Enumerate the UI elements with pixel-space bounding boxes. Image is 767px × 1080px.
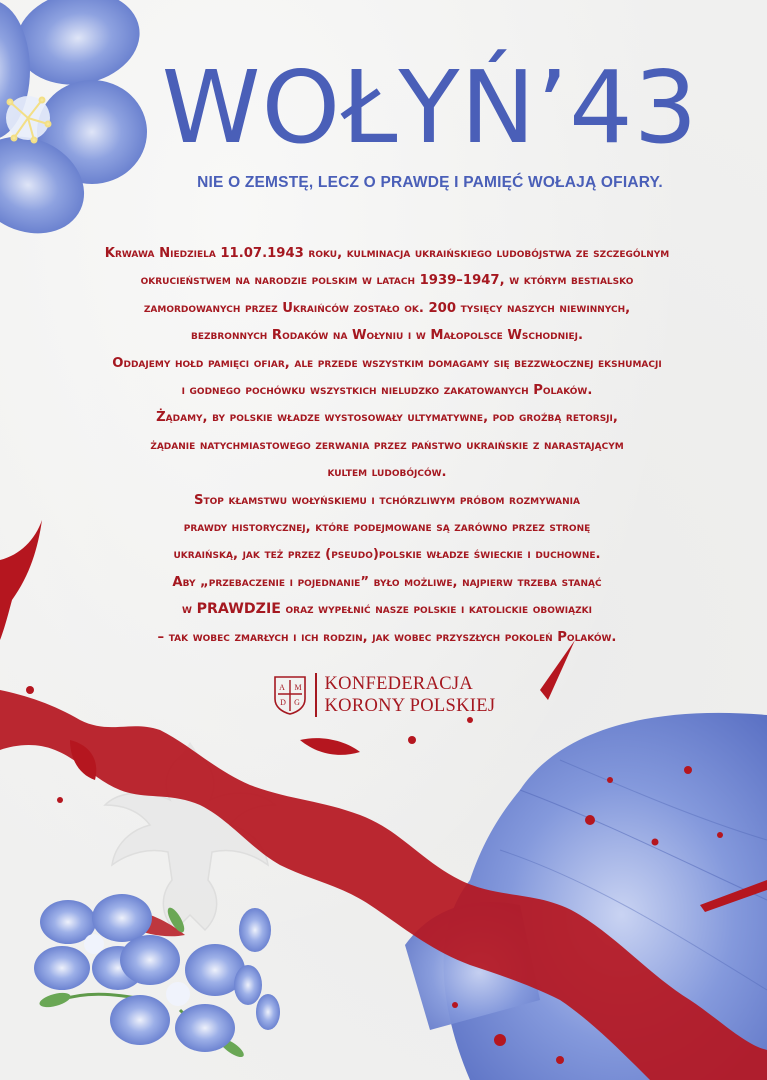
manifesto-line: zamordowanych przez Ukraińców zostało ok. 200 tysięcy naszych niewinnych, bbox=[143, 300, 631, 316]
emblem-letter: G bbox=[294, 698, 300, 707]
manifesto-line: Oddajemy hołd pamięci ofiar, ale przede wszystkim domagamy się bezzwłocznej ekshumacji bbox=[112, 355, 662, 371]
truth-suffix: oraz wypełnić nasze polskie i katolickie obowiązki bbox=[280, 602, 592, 618]
manifesto-line: Stop kłamstwu wołyńskiemu i tchórzliwym próbom rozmywania bbox=[194, 492, 580, 508]
manifesto-line: Krwawa Niedziela 11.07.1943 roku, kulminacja ukraińskiego ludobójstwa ze szczególnym bbox=[104, 246, 670, 261]
manifesto-line: ukraińską, jak też przez (pseudo)polskie władze świeckie i duchowne. bbox=[173, 547, 601, 563]
poster-subtitle: NIE O ZEMSTĘ, LECZ O PRAWDĘ I PAMIĘĆ WOŁAJĄ OFIARY. bbox=[197, 174, 663, 191]
manifesto-line: prawdy historycznej, które podejmowane są zarówno przez stronę bbox=[183, 520, 591, 536]
organization-name-line-2: KORONY POLSKIEJ bbox=[324, 696, 496, 716]
emblem-letter: M bbox=[294, 683, 302, 692]
organization-name bbox=[325, 673, 496, 717]
manifesto-line: i godnego pochówku wszystkich nieludzko zakatowanych Polaków. bbox=[181, 383, 593, 399]
truth-emphasis: PRAWDZIE bbox=[196, 601, 281, 618]
manifesto-line: żądanie natychmiastowego zerwania przez państwo ukraińskie z narastającym bbox=[150, 437, 624, 453]
manifesto-text bbox=[36, 240, 738, 651]
emblem-letter: A bbox=[279, 683, 285, 692]
organization-logo bbox=[274, 672, 504, 718]
emblem-letter: D bbox=[280, 698, 286, 707]
manifesto-line: Żądamy, by polskie władze wystosowały ultymatywne, pod groźbą retorsji, bbox=[156, 410, 618, 426]
manifesto-line: – tak wobec zmarłych i ich rodzin, jak wobec przyszłych pokoleń Polaków. bbox=[157, 629, 617, 645]
poster-title: WOŁYŃ’43 bbox=[161, 49, 699, 166]
truth-prefix: w bbox=[182, 602, 197, 618]
manifesto-line: bezbronnych Rodaków na Wołyniu i w Małopolsce Wschodniej. bbox=[190, 328, 584, 344]
manifesto-line: kultem ludobójców. bbox=[327, 465, 447, 481]
manifesto-line: Aby „przebaczenie i pojednanie” było możliwe, najpierw trzeba stanąć bbox=[172, 574, 602, 590]
blue-flax-flower-icon bbox=[0, 0, 147, 251]
organization-name-line-1: KONFEDERACJA bbox=[324, 674, 474, 694]
shield-emblem-icon bbox=[274, 675, 306, 715]
manifesto-line-truth bbox=[36, 596, 738, 623]
logo-divider bbox=[315, 673, 317, 717]
manifesto-line: okrucieństwem na narodzie polskim w latach 1939–1947, w którym bestialsko bbox=[140, 273, 634, 289]
